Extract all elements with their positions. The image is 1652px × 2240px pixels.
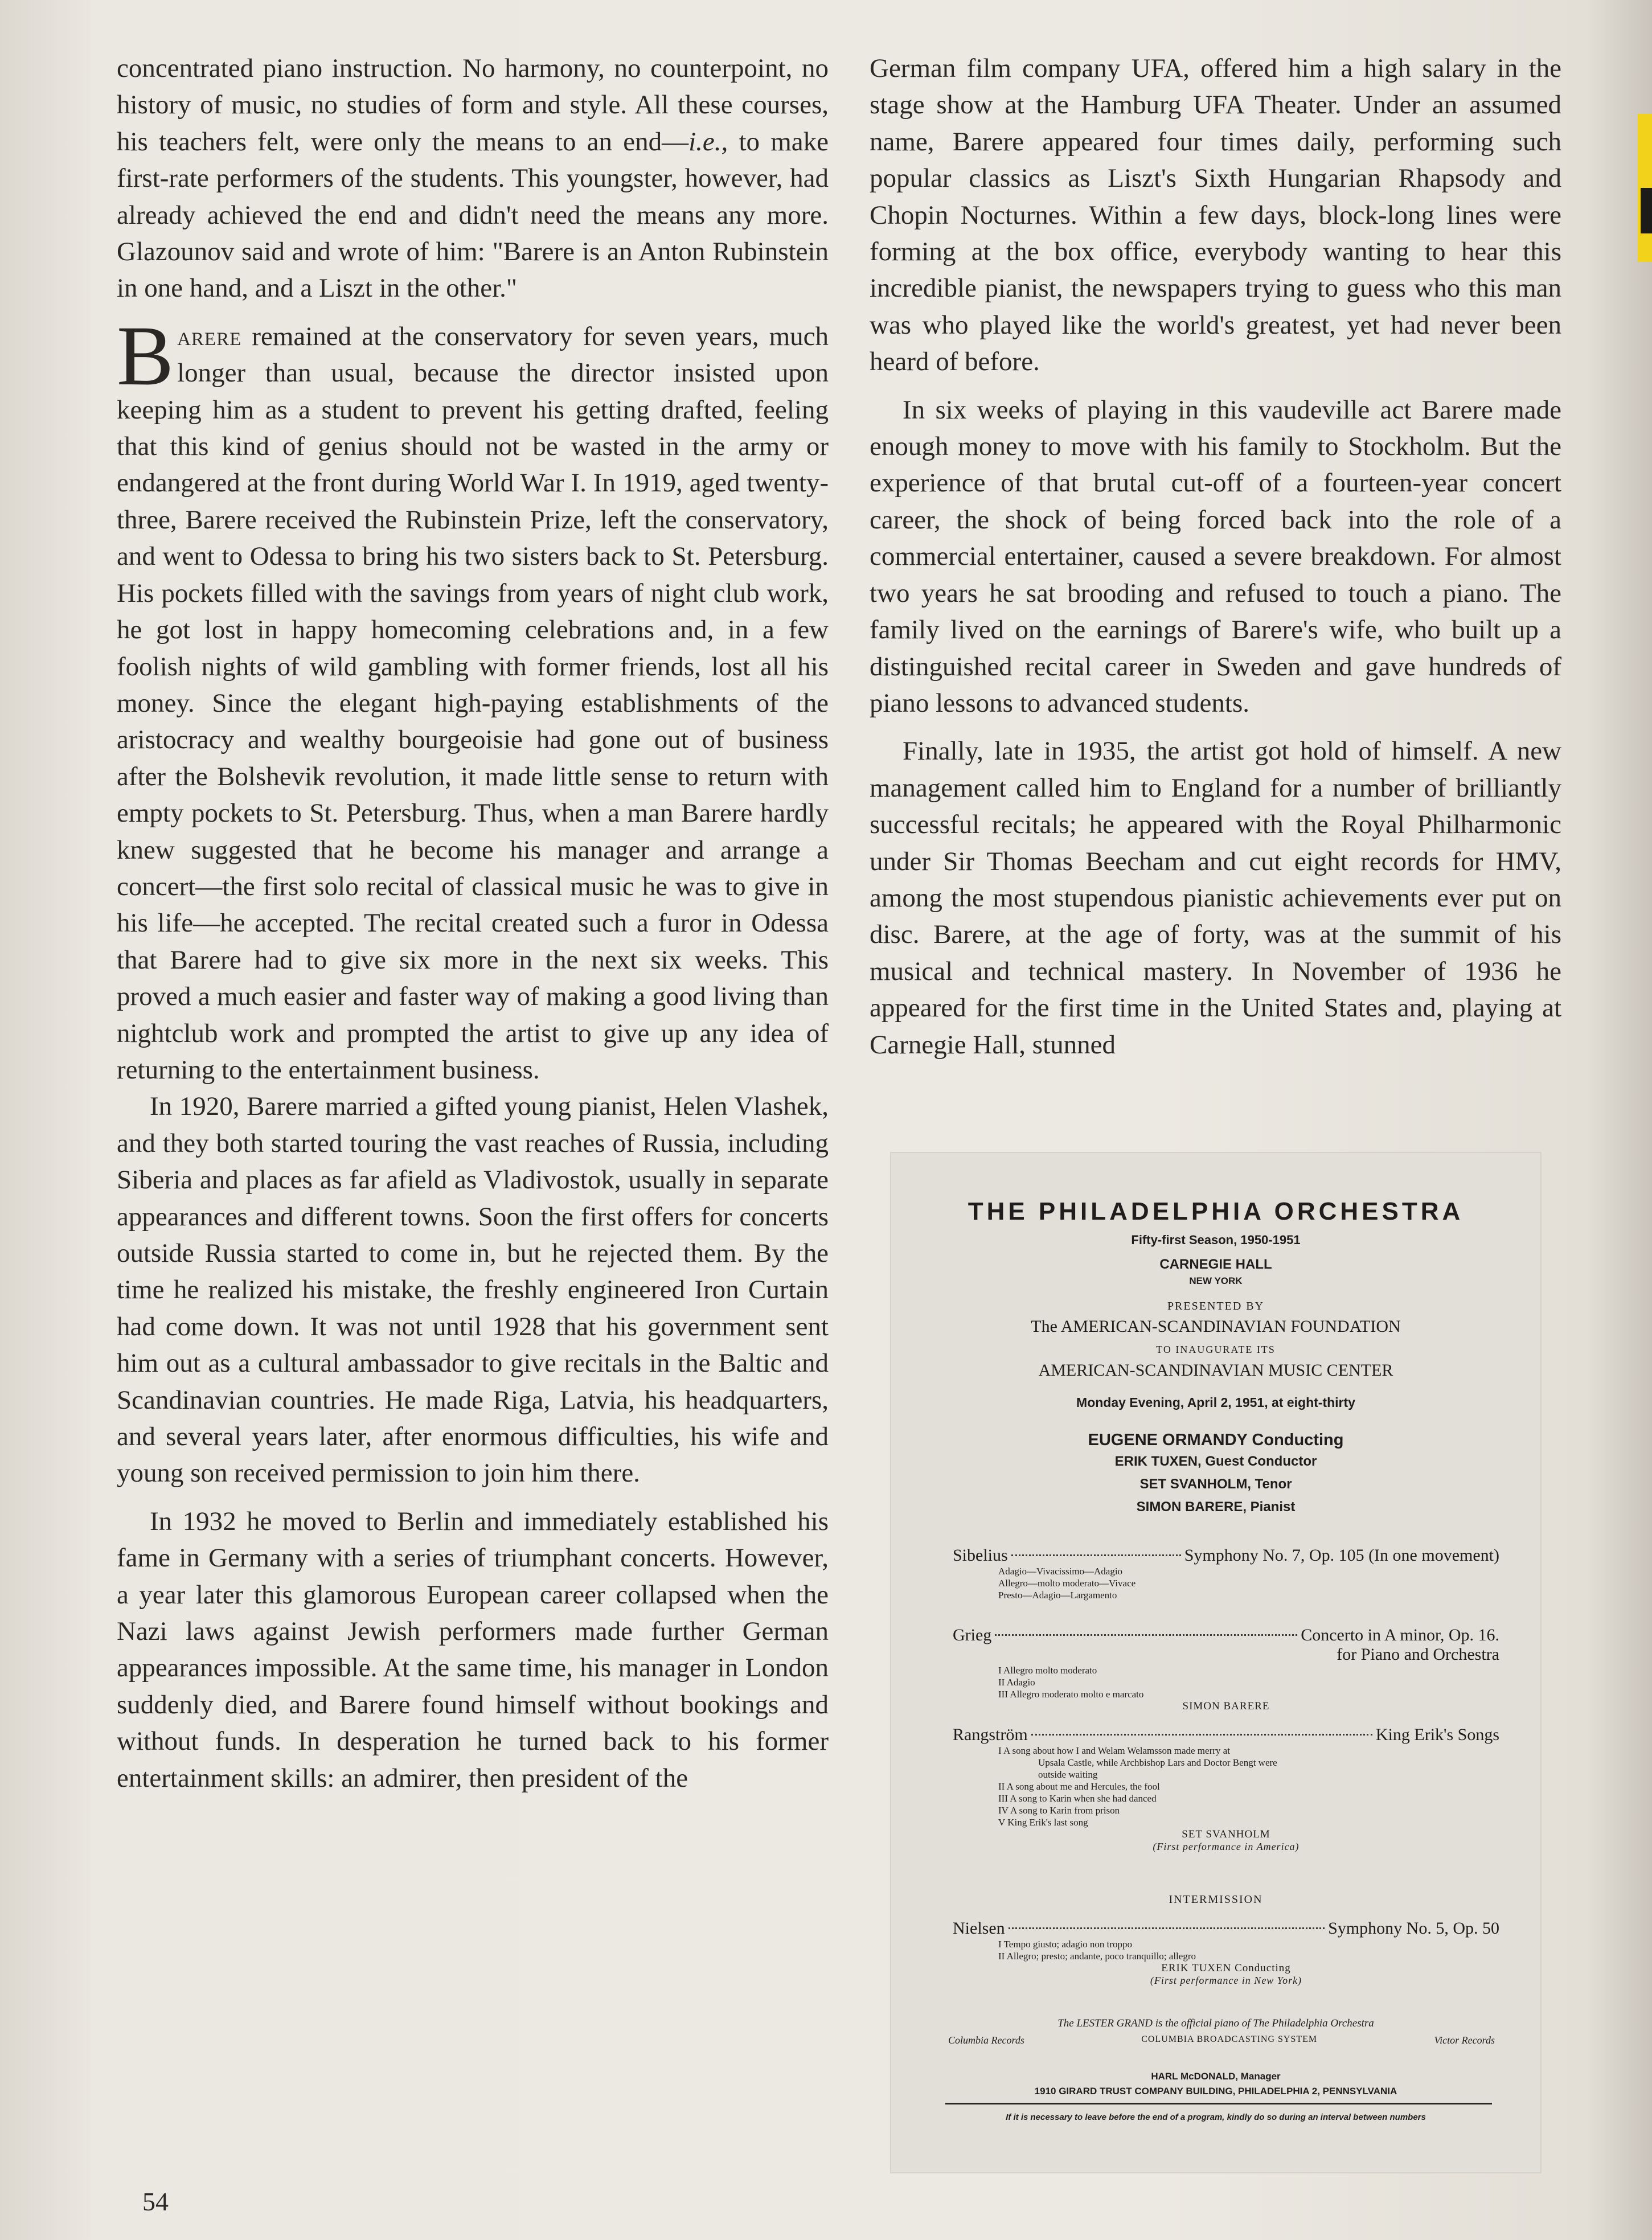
movement: I Tempo giusto; adagio non troppo — [998, 1939, 1133, 1950]
program-notice: If it is necessary to leave before the end of a program, kindly do so during an interval between numbers — [1006, 2112, 1426, 2122]
composer: Nielsen — [953, 1919, 1005, 1938]
article-right-column — [870, 50, 1561, 1063]
drop-cap: B — [117, 308, 174, 403]
program-presented-by: PRESENTED BY — [1167, 1300, 1265, 1312]
smallcaps-lead: arere — [177, 321, 242, 351]
movement: II A song about me and Hercules, the fool — [998, 1781, 1160, 1792]
paragraph-7: Finally, late in 1935, the artist got hold of himself. A new management called him to England for a number of brilliantly successful recitals; he appeared with the Royal Philharmonic under Sir Thomas Beecham and cut eight records for HMV, among the most stupendous pianistic achievements ever put on disc. Barere, at the age of forty, was at the summit of his musical and technical mastery. In November of 1936 he appeared for the first time in the United States and, playing at Carnegie Hall, stunned — [870, 736, 1561, 1060]
paragraph-4: In 1932 he moved to Berlin and immediately established his fame in Germany with a series of triumphant concerts. However, a year later this glamorous European career collapsed when the Nazi laws against Jewish performers made further German appearances impossible. At the same time, his manager in London suddenly died, and Barere found himself without bookings and without funds. In desperation he turned back to his former entertainment skills: an admirer, then president of the — [117, 1506, 829, 1793]
movement: outside waiting — [1038, 1769, 1098, 1780]
program-date: Monday Evening, April 2, 1951, at eight-thirty — [1076, 1395, 1355, 1410]
piece-title: Symphony No. 7, Op. 105 (In one movement) — [1184, 1546, 1499, 1565]
program-intermission: INTERMISSION — [1169, 1893, 1263, 1906]
label-mid: COLUMBIA BROADCASTING SYSTEM — [1141, 2034, 1318, 2044]
program-record-labels — [948, 2034, 1495, 2046]
movement: II Allegro; presto; andante, poco tranquillo; allegro — [998, 1951, 1196, 1962]
soloist: SIMON BARERE — [1182, 1700, 1270, 1712]
movement: III Allegro moderato molto e marcato — [998, 1689, 1144, 1700]
paragraph-1: concentrated piano instruction. No harmony, no counterpoint, no history of music, no studies of form and style. All these courses, his teachers felt, were only the means to an end—i.e., to make first-rate performers of the students. This youngster, however, had already achieved the end and didn't need the means any more. Glazounov said and wrote of him: "Barere is an Anton Rubinstein in one hand, and a Liszt in the other." — [117, 54, 829, 303]
piece-title: Concerto in A minor, Op. 16. — [1301, 1626, 1499, 1644]
program-season: Fifty-first Season, 1950-1951 — [1131, 1233, 1301, 1247]
italic-ie: i.e., — [688, 126, 728, 157]
program-artist: EUGENE ORMANDY Conducting — [1088, 1431, 1344, 1449]
program-artist: SIMON BARERE, Pianist — [1136, 1499, 1296, 1515]
paragraph-3: In 1920, Barere married a gifted young pianist, Helen Vlashek, and they both started touring the vast reaches of Russia, including Siberia and places as far afield as Vladivostok, usually in separate appearances and different towns. Soon the first offers for concerts outside Russia started to come in, but he rejected them. By the time he realized his mistake, the freshly engineered Iron Curtain had come down. It was not until 1928 that his government sent him out as a cultural ambassador to give recitals in the Baltic and Scandinavian countries. He made Riga, Latvia, his headquarters, and several years later, after enormous difficulties, his wife and young son received permission to join him there. — [117, 1092, 829, 1488]
concert-program-image — [891, 1153, 1540, 2172]
soloist: SET SVANHOLM — [1182, 1828, 1270, 1840]
label-right: Victor Records — [1434, 2034, 1495, 2046]
program-foundation: The AMERICAN-SCANDINAVIAN FOUNDATION — [1031, 1317, 1401, 1336]
program-work-nielsen — [953, 1919, 1499, 1987]
movement: Adagio—Vivacissimo—Adagio — [998, 1566, 1123, 1577]
paragraph-5: German film company UFA, offered him a high salary in the stage show at the Hamburg UFA Theater. Under an assumed name, Barere appeared four times daily, performing such popular classics as Liszt's Sixth Hungarian Rhapsody and Chopin Nocturnes. Within a few days, block-long lines were forming at the box office, everybody wanting to hear this incredible pianist, the newspapers trying to guess who this man was who played like the world's greatest, yet had never been heard of before. — [870, 54, 1561, 377]
movement: Presto—Adagio—Largamento — [998, 1590, 1117, 1601]
movement: Upsala Castle, while Archbishop Lars and Doctor Bengt were — [1038, 1757, 1277, 1768]
program-piano-note: The LESTER GRAND is the official piano of The Philadelphia Orchestra — [1057, 2017, 1374, 2029]
paragraph-2-text: remained at the conservatory for seven years, much longer than usual, because the director insisted upon keeping him as a student to prevent his getting drafted, feeling that this kind of genius should not be wasted in the army or endangered at the front during World War I. In 1919, aged twenty-three, Barere received the Rubinstein Prize, left the conservatory, and went to Odessa to bring his two sisters back to St. Petersburg. His pockets filled with the savings from years of night club work, he got lost in happy homecoming celebrations and, in a few foolish nights of wild gambling with former friends, lost all his money. Since the elegant high-paying establishments of the aristocracy and wealthy bourgeoisie had gone out of business after the Bolshevik revolution, it made little sense to return with empty pockets to St. Petersburg. Thus, when a man Barere hardly knew suggested that he become his manager and arrange a concert—the first solo recital of classical music he was to give in his life—he accepted. The recital created such a furor in Odessa that Barere had to give six more in the next six weeks. This proved a much easier and faster way of making a good living than nightclub work and prompted the artist to give up any idea of returning to the entertainment business. — [117, 321, 829, 1085]
performance-note: (First performance in New York) — [1150, 1975, 1302, 1986]
program-address: 1910 GIRARD TRUST COMPANY BUILDING, PHILADELPHIA 2, PENNSYLVANIA — [1034, 2086, 1397, 2097]
composer: Rangström — [953, 1725, 1028, 1744]
program-hall: CARNEGIE HALL — [1159, 1257, 1272, 1272]
article-left-column — [117, 50, 829, 1796]
movement: I Allegro molto moderato — [998, 1665, 1097, 1676]
program-city: NEW YORK — [1189, 1275, 1243, 1286]
program-artist: ERIK TUXEN, Guest Conductor — [1114, 1454, 1317, 1469]
composer: Sibelius — [953, 1546, 1008, 1565]
movement: Allegro—molto moderato—Vivace — [998, 1578, 1136, 1589]
program-divider — [945, 2103, 1492, 2104]
piece-title: King Erik's Songs — [1375, 1725, 1499, 1744]
movement: II Adagio — [998, 1677, 1035, 1688]
composer: Grieg — [953, 1626, 992, 1644]
movement: III A song to Karin when she had danced — [998, 1793, 1157, 1804]
paragraph-6: In six weeks of playing in this vaudeville act Barere made enough money to move with his family to Stockholm. But the experience of that brutal cut-off of a fourteen-year concert career, the shock of being forced back into the role of a commercial entertainer, caused a severe breakdown. For almost two years he sat brooding and refused to touch a piano. The family lived on the earnings of Barere's wife, who built up a distinguished recital career in Sweden and gave hundreds of piano lessons to advanced students. — [870, 395, 1561, 718]
program-manager: HARL McDONALD, Manager — [1151, 2071, 1281, 2082]
paragraph-2 — [117, 308, 829, 1089]
program-work-sibelius — [953, 1546, 1499, 1601]
performance-note: (First performance in America) — [1153, 1841, 1300, 1852]
program-artist: SET SVANHOLM, Tenor — [1139, 1476, 1292, 1492]
page-number: 54 — [142, 2187, 169, 2216]
program-work-rangstrom — [953, 1725, 1499, 1853]
program-work-grieg — [953, 1626, 1499, 1713]
piece-subtitle: for Piano and Orchestra — [1337, 1645, 1499, 1664]
piece-title: Symphony No. 5, Op. 50 — [1328, 1919, 1499, 1938]
label-left: Columbia Records — [948, 2034, 1024, 2046]
adjacent-page-edge-dark — [1641, 188, 1652, 233]
program-title: THE PHILADELPHIA ORCHESTRA — [968, 1197, 1464, 1225]
soloist: ERIK TUXEN Conducting — [1161, 1962, 1291, 1974]
movement: I A song about how I and Welam Welamsson made merry at — [998, 1745, 1230, 1756]
movement: IV A song to Karin from prison — [998, 1805, 1120, 1816]
movement: V King Erik's last song — [998, 1817, 1088, 1828]
program-music-center: AMERICAN-SCANDINAVIAN MUSIC CENTER — [1038, 1361, 1393, 1380]
program-inaugurate: TO INAUGURATE ITS — [1156, 1344, 1276, 1355]
